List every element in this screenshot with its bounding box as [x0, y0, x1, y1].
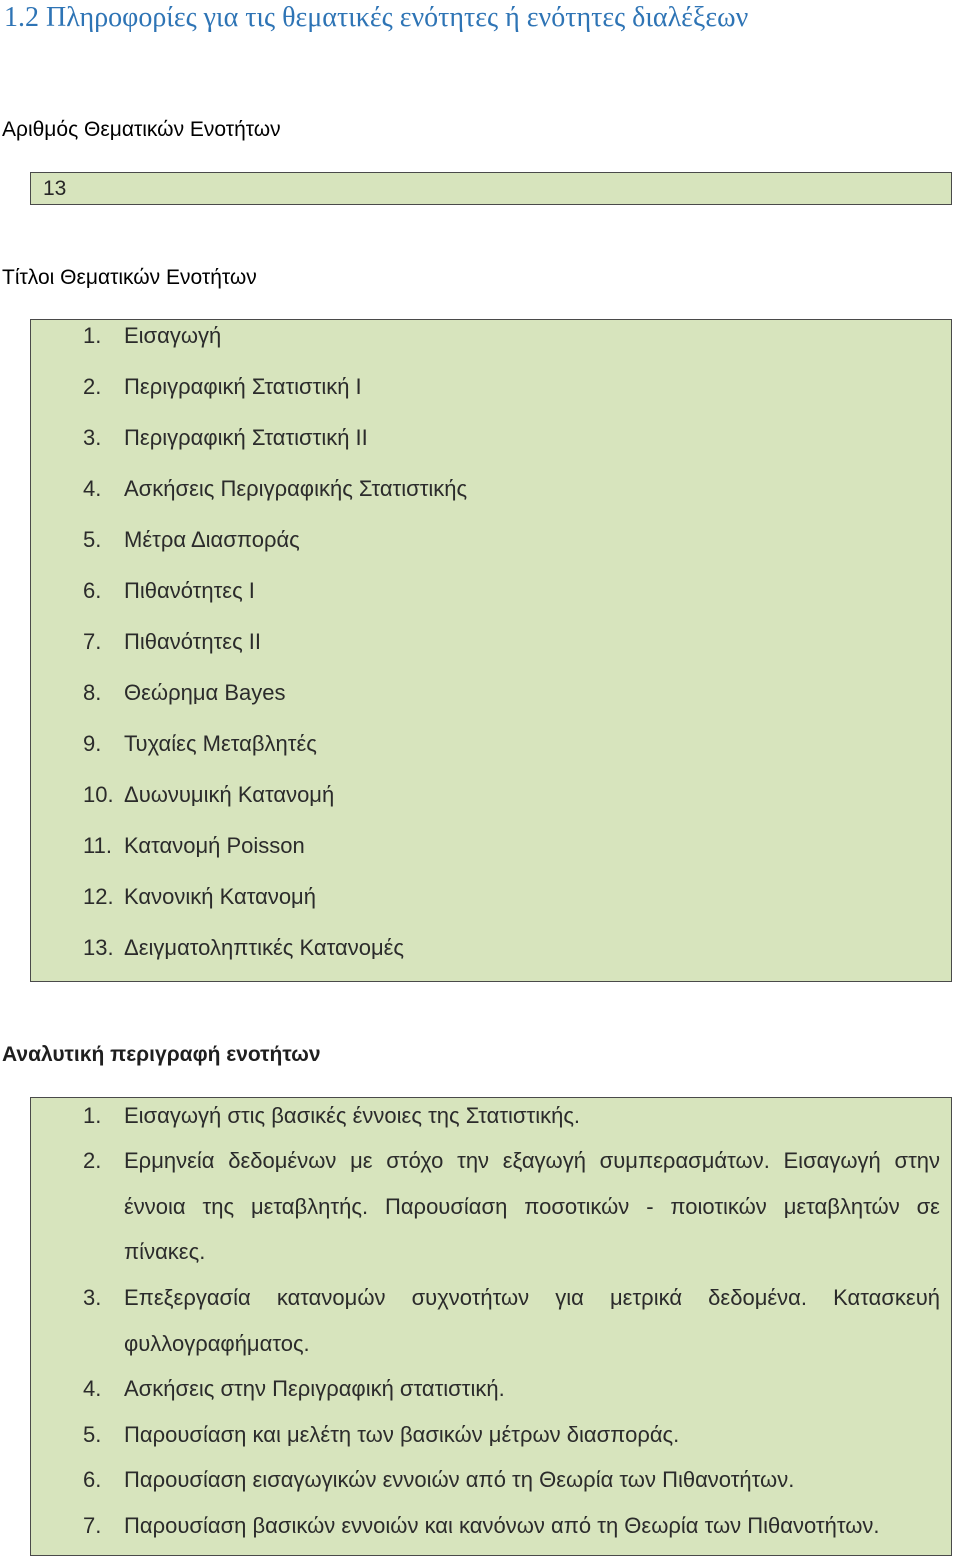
title-number: 11.	[83, 833, 112, 858]
title-item	[31, 831, 951, 861]
desc-text: Ερμηνεία δεδομένων με στόχο την εξαγωγή συμπερασμάτων. Εισαγωγή στην έννοια της μεταβλητής. Παρουσίαση ποσοτικών - ποιοτικών μεταβλητών σε πίνακες.	[124, 1148, 940, 1264]
desc-label: Αναλυτική περιγραφή ενοτήτων	[2, 1043, 321, 1066]
desc-number: 4.	[83, 1376, 102, 1401]
desc-number: 6.	[83, 1467, 102, 1492]
title-text: Πιθανότητες Ι	[124, 578, 255, 603]
title-text: Κατανομή Poisson	[124, 833, 305, 858]
title-text: Θεώρημα Bayes	[124, 680, 286, 705]
title-number: 9.	[83, 731, 102, 756]
title-item	[31, 933, 951, 963]
title-number: 12.	[83, 884, 114, 909]
title-number: 5.	[83, 527, 102, 552]
title-text: Ασκήσεις Περιγραφικής Στατιστικής	[124, 476, 468, 501]
title-number: 1.	[83, 323, 102, 348]
title-number: 8.	[83, 680, 102, 705]
titles-box	[30, 319, 952, 982]
desc-text: Επεξεργασία κατανομών συχνοτήτων για μετρικά δεδομένα. Κατασκευή φυλλογραφήματος.	[124, 1285, 940, 1356]
title-number: 13.	[83, 935, 114, 960]
title-item	[31, 627, 951, 657]
desc-box	[30, 1097, 952, 1556]
desc-text: Παρουσίαση και μελέτη των βασικών μέτρων διασποράς.	[124, 1422, 680, 1447]
title-item	[31, 780, 951, 810]
title-item	[31, 372, 951, 402]
titles-label: Τίτλοι Θεματικών Ενοτήτων	[2, 266, 257, 289]
title-text: Τυχαίες Μεταβλητές	[124, 731, 317, 756]
title-text: Περιγραφική Στατιστική Ι	[124, 374, 362, 399]
desc-number: 7.	[83, 1513, 102, 1538]
desc-text: Παρουσίαση εισαγωγικών εννοιών από τη Θεωρία των Πιθανοτήτων.	[124, 1467, 795, 1492]
title-number: 4.	[83, 476, 102, 501]
desc-text: Ασκήσεις στην Περιγραφική στατιστική.	[124, 1376, 505, 1401]
title-item	[31, 525, 951, 555]
desc-number: 1.	[83, 1103, 102, 1128]
title-item	[31, 576, 951, 606]
title-number: 7.	[83, 629, 102, 654]
title-text: Κανονική Κατανομή	[124, 884, 316, 909]
title-number: 10.	[83, 782, 114, 807]
title-number: 3.	[83, 425, 102, 450]
section-heading: 1.2 Πληροφορίες για τις θεματικές ενότητες ή ενότητες διαλέξεων	[4, 2, 749, 33]
count-box	[30, 172, 952, 205]
title-text: Εισαγωγή	[124, 323, 222, 348]
title-text: Δειγματοληπτικές Κατανομές	[124, 935, 405, 960]
title-number: 6.	[83, 578, 102, 603]
title-item	[31, 729, 951, 759]
desc-number: 2.	[83, 1148, 102, 1173]
count-label: Αριθμός Θεματικών Ενοτήτων	[2, 118, 281, 141]
title-item	[31, 882, 951, 912]
count-value: 13	[43, 177, 67, 200]
title-text: Δυωνυμική Κατανομή	[124, 782, 335, 807]
title-item	[31, 321, 951, 351]
title-number: 2.	[83, 374, 102, 399]
title-item	[31, 474, 951, 504]
title-item	[31, 423, 951, 453]
desc-text: Εισαγωγή στις βασικές έννοιες της Στατιστικής.	[124, 1103, 581, 1128]
desc-number: 5.	[83, 1422, 102, 1447]
desc-number: 3.	[83, 1285, 102, 1310]
title-item	[31, 678, 951, 708]
title-text: Περιγραφική Στατιστική ΙΙ	[124, 425, 368, 450]
desc-text: Παρουσίαση βασικών εννοιών και κανόνων από τη Θεωρία των Πιθανοτήτων.	[124, 1513, 880, 1538]
title-text: Μέτρα Διασποράς	[124, 527, 300, 552]
title-text: Πιθανότητες ΙΙ	[124, 629, 262, 654]
